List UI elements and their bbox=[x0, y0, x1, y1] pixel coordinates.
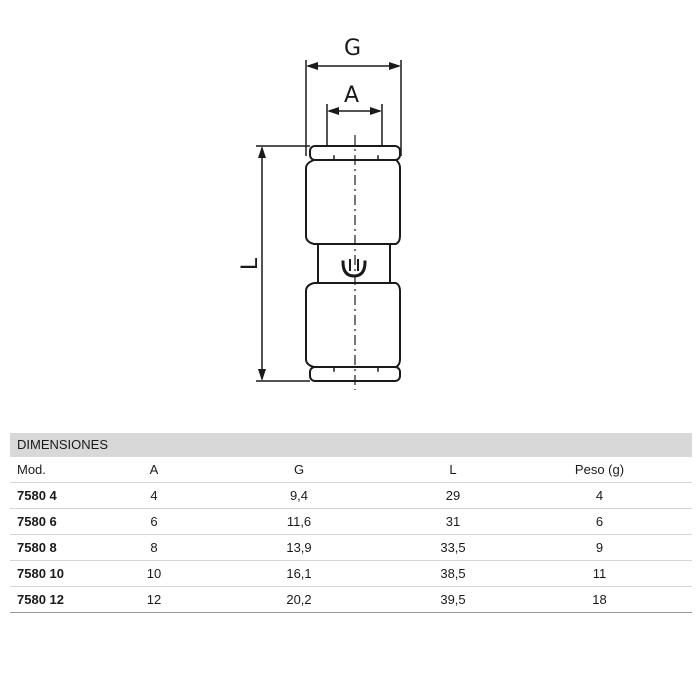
cell-mod: 7580 4 bbox=[10, 483, 109, 509]
cell-mod: 7580 8 bbox=[10, 535, 109, 561]
column-header-peso: Peso (g) bbox=[507, 457, 692, 483]
column-header-g: G bbox=[199, 457, 399, 483]
cell-peso: 9 bbox=[507, 535, 692, 561]
cell-mod: 7580 6 bbox=[10, 509, 109, 535]
upper-body bbox=[306, 160, 400, 244]
clip-symbol bbox=[343, 262, 365, 276]
cell-g: 11,6 bbox=[199, 509, 399, 535]
cell-peso: 11 bbox=[507, 561, 692, 587]
cell-peso: 18 bbox=[507, 587, 692, 613]
cell-l: 31 bbox=[399, 509, 507, 535]
column-header-a: A bbox=[109, 457, 199, 483]
cell-l: 33,5 bbox=[399, 535, 507, 561]
table-row bbox=[10, 535, 692, 561]
cell-g: 20,2 bbox=[199, 587, 399, 613]
column-header-mod: Mod. bbox=[10, 457, 109, 483]
cell-a: 10 bbox=[109, 561, 199, 587]
table-row bbox=[10, 483, 692, 509]
cell-a: 6 bbox=[109, 509, 199, 535]
cell-peso: 4 bbox=[507, 483, 692, 509]
a-label: A bbox=[344, 83, 360, 108]
column-header-l: L bbox=[399, 457, 507, 483]
table-row bbox=[10, 561, 692, 587]
cell-a: 12 bbox=[109, 587, 199, 613]
table-row bbox=[10, 587, 692, 613]
g-label: G bbox=[344, 36, 362, 61]
cell-a: 4 bbox=[109, 483, 199, 509]
cell-mod: 7580 10 bbox=[10, 561, 109, 587]
dimensions-section bbox=[10, 433, 692, 613]
cell-a: 8 bbox=[109, 535, 199, 561]
cell-g: 9,4 bbox=[199, 483, 399, 509]
cell-peso: 6 bbox=[507, 509, 692, 535]
dimensions-table bbox=[10, 457, 692, 613]
cell-l: 29 bbox=[399, 483, 507, 509]
dimensions-title: DIMENSIONES bbox=[10, 433, 692, 457]
cell-l: 39,5 bbox=[399, 587, 507, 613]
table-header-row bbox=[10, 457, 692, 483]
cell-l: 38,5 bbox=[399, 561, 507, 587]
cell-g: 13,9 bbox=[199, 535, 399, 561]
cell-g: 16,1 bbox=[199, 561, 399, 587]
lower-body bbox=[306, 283, 400, 367]
l-label: L bbox=[238, 257, 263, 271]
cell-mod: 7580 12 bbox=[10, 587, 109, 613]
table-row bbox=[10, 509, 692, 535]
